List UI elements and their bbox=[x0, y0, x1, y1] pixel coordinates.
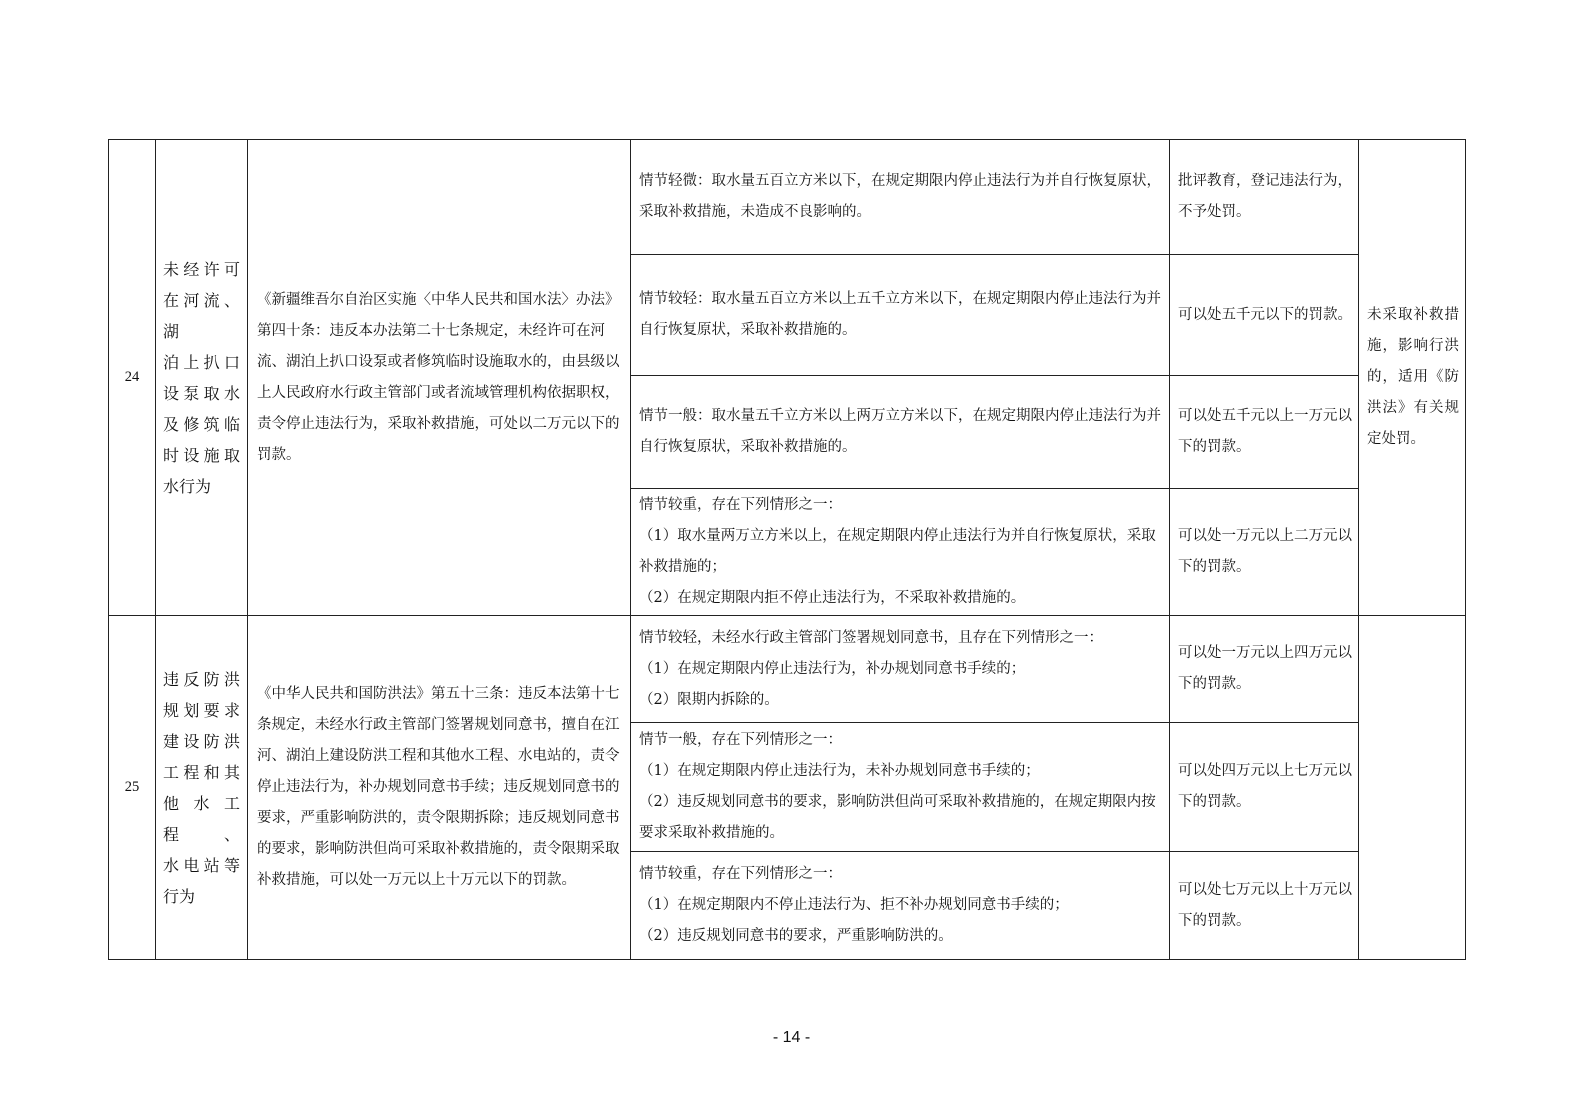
circumstance bbox=[631, 723, 1170, 852]
penalty-text: 可以处四万元以上七万元以下的罚款。 bbox=[1178, 763, 1352, 810]
penalty bbox=[1170, 616, 1359, 723]
legal-basis-text: 《中华人民共和国防洪法》第五十三条：违反本法第十七条规定，未经水行政主管部门签署规划同意书，擅自在江河、湖泊上建设防洪工程和其他水工程、水电站的，责令停止违法行为，补办规划同意书手续；违反规划同意书的要求，严重影响防洪的，责令限期拆除；违反规划同意书的要求，影响防洪但尚可采取补救措施的，责令限期采取补救措施，可以处一万元以上十万元以下的罚款。 bbox=[257, 686, 620, 888]
violation-item-line: 规划要求 bbox=[163, 700, 240, 720]
penalty bbox=[1170, 255, 1359, 376]
violation-item bbox=[156, 616, 248, 960]
circumstance-item: （2）在规定期限内拒不停止违法行为，不采取补救措施的。 bbox=[639, 590, 1026, 606]
violation-item-line: 时设施取 bbox=[163, 445, 240, 465]
circumstance bbox=[631, 376, 1170, 489]
penalty-text: 可以处五千元以下的罚款。 bbox=[1178, 306, 1352, 323]
table-row bbox=[109, 140, 1466, 255]
circumstance-item: （1）在规定期限内停止违法行为，补办规划同意书手续的； bbox=[639, 660, 1026, 677]
circumstance bbox=[631, 489, 1170, 616]
penalty-standards-table bbox=[108, 139, 1466, 960]
circumstance-item: （1）在规定期限内不停止违法行为、拒不补办规划同意书手续的； bbox=[639, 897, 1069, 913]
remark-text: 未采取补救措施，影响行洪的，适用《防洪法》有关规定处罚。 bbox=[1367, 307, 1459, 447]
violation-item-line: 水行为 bbox=[163, 476, 212, 496]
row-number: 24 bbox=[109, 140, 156, 616]
penalty-text: 可以处七万元以上十万元以下的罚款。 bbox=[1178, 881, 1352, 929]
legal-basis-text: 《新疆维吾尔自治区实施〈中华人民共和国水法〉办法》第四十条：违反本办法第二十七条规定，未经许可在河流、湖泊上扒口设泵或者修筑临时设施取水的，由县级以上人民政府水行政主管部门或者流域管理机构依据职权，责令停止违法行为，采取补救措施，可处以二万元以下的罚款。 bbox=[257, 291, 620, 463]
violation-item-line: 及修筑临 bbox=[163, 414, 240, 434]
circumstance-item: （2）违反规划同意书的要求，严重影响防洪的。 bbox=[639, 928, 953, 944]
circumstance bbox=[631, 852, 1170, 960]
circumstance bbox=[631, 616, 1170, 723]
remark bbox=[1359, 140, 1466, 616]
violation-item-line: 工程和其 bbox=[163, 762, 240, 782]
circumstance-heading: 情节较重，存在下列情形之一： bbox=[639, 866, 842, 882]
violation-item-line: 建设防洪 bbox=[163, 731, 240, 751]
violation-item-line: 未经许可 bbox=[163, 259, 240, 279]
penalty-text: 可以处五千元以上一万元以下的罚款。 bbox=[1178, 408, 1352, 455]
penalty bbox=[1170, 723, 1359, 852]
circumstance-heading: 情节一般，存在下列情形之一： bbox=[639, 732, 842, 748]
legal-basis bbox=[248, 140, 631, 616]
violation-item-line: 在河流、湖 bbox=[163, 290, 240, 341]
violation-item bbox=[156, 140, 248, 616]
circumstance-item: （2）违反规划同意书的要求，影响防洪但尚可采取补救措施的，在规定期限内按要求采取补救措施的。 bbox=[639, 794, 1156, 841]
legal-basis bbox=[248, 616, 631, 960]
page-number: - 14 - bbox=[772, 1029, 811, 1046]
circumstance-heading: 情节较重，存在下列情形之一： bbox=[639, 497, 842, 513]
penalty-text: 可以处一万元以上二万元以下的罚款。 bbox=[1178, 528, 1352, 575]
table-row bbox=[109, 616, 1466, 723]
circumstance-item: （2）限期内拆除的。 bbox=[639, 691, 779, 708]
row-number: 25 bbox=[109, 616, 156, 960]
circumstance bbox=[631, 140, 1170, 255]
violation-item-line: 违反防洪 bbox=[163, 669, 240, 689]
penalty bbox=[1170, 376, 1359, 489]
circumstance-heading: 情节较轻，未经水行政主管部门签署规划同意书，且存在下列情形之一： bbox=[639, 629, 1103, 646]
circumstance-item: （1）在规定期限内停止违法行为，未补办规划同意书手续的； bbox=[639, 763, 1040, 779]
remark bbox=[1359, 616, 1466, 960]
penalty bbox=[1170, 140, 1359, 255]
circumstance bbox=[631, 255, 1170, 376]
violation-item-line: 行为 bbox=[163, 886, 196, 906]
circumstance-item: （1）取水量两万立方米以上，在规定期限内停止违法行为并自行恢复原状，采取补救措施的； bbox=[639, 528, 1156, 575]
circumstance-text: 情节一般：取水量五千立方米以上两万立方米以下，在规定期限内停止违法行为并自行恢复原状，采取补救措施的。 bbox=[639, 408, 1161, 455]
penalty-text: 批评教育，登记违法行为，不予处罚。 bbox=[1178, 173, 1352, 220]
penalty-text: 可以处一万元以上四万元以下的罚款。 bbox=[1178, 645, 1352, 692]
violation-item-line: 他水工程、 bbox=[163, 793, 240, 844]
violation-item-line: 水电站等 bbox=[163, 855, 240, 875]
penalty bbox=[1170, 489, 1359, 616]
circumstance-text: 情节较轻：取水量五百立方米以上五千立方米以下，在规定期限内停止违法行为并自行恢复原状，采取补救措施的。 bbox=[639, 291, 1161, 338]
violation-item-line: 设泵取水 bbox=[163, 383, 240, 403]
circumstance-text: 情节轻微：取水量五百立方米以下，在规定期限内停止违法行为并自行恢复原状，采取补救措施，未造成不良影响的。 bbox=[639, 173, 1161, 220]
penalty bbox=[1170, 852, 1359, 960]
violation-item-line: 泊上扒口 bbox=[163, 352, 240, 372]
